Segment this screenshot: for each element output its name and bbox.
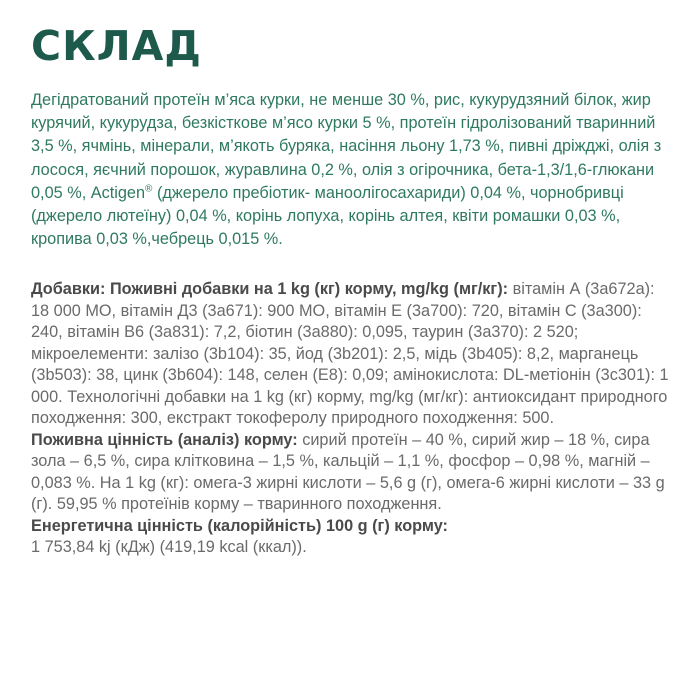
ingredients-text-part2: (джерело пребіотик- маноолігосахариди) 0,04 %, чорнобривці (джерело лютеїну) 0,04 %, корінь лопуха, корінь алтея, квіти ромашки 0,03 %, кропива 0,03 %,чебрець 0,015 %. — [31, 183, 624, 249]
additives-label: Добавки: Поживні добавки на 1 kg (кг) корму, mg/kg (мг/кг): — [31, 280, 509, 298]
additives-text: вітамін А (3а672а): 18 000 МО, вітамін Д3 (3а671): 900 МО, вітамін Е (3а700): 720, вітамін С (3а300): 240, вітамін В6 (3а831): 7,2, біотин (3а880): 0,095, таурин (3а370): 2 520; мікроелементи: залізо (3b104): 35, йод (3b201): 2,5, мідь (3b405): 8,2, марганець (3b503): 38, цинк (3b604): 148, селен (Е8): 0,09; амінокислота: DL-метіонін (3с301): 1 000. Технологічні добавки на 1 kg (кг) корму, mg/kg (мг/кг): антиоксидант природного походження: 300, екстракт токоферолу природного походження: 500. — [31, 280, 669, 427]
energy-text: 1 753,84 kj (кДж) (419,19 kcal (ккал)). — [31, 538, 307, 556]
ingredients-paragraph — [31, 89, 671, 251]
nutrition-label: Поживна цінність (аналіз) корму: — [31, 430, 298, 449]
registered-mark: ® — [145, 183, 153, 195]
page-title: СКЛАД — [31, 22, 202, 70]
nutrition-text: сирий протеїн – 40 %, сирий жир – 18 %, сира зола – 6,5 %, сира клітковина – 1,5 %, кальцій – 1,1 %, фосфор – 0,98 %, магній – 0,083 %. На 1 kg (кг): омега-3 жирні кислоти – 5,6 g (г), омега-6 жирні кислоти – 33 g (г). 59,95 % протеїнів корму – тваринного походження. — [31, 430, 665, 513]
ingredients-text-part1: Дегідратований протеїн м’яса курки, не менше 30 %, рис, кукурудзяний білок, жир курячий, кукурудза, безкісткове м’ясо курки 5 %, протеїн гідролізований тваринний 3,5 %, ячмінь, мінерали, м’якоть буряка, насіння льону 1,73 %, пивні дріжджі, олія з лосося, яєчний порошок, журавлина 0,2 %, олія з огірочника, бета-1,3/1,6-глюкани 0,05 %, Actigen — [31, 91, 662, 202]
details-block — [31, 279, 671, 559]
energy-label: Енергетична цінність (калорійність) 100 g (г) корму: — [31, 516, 448, 535]
